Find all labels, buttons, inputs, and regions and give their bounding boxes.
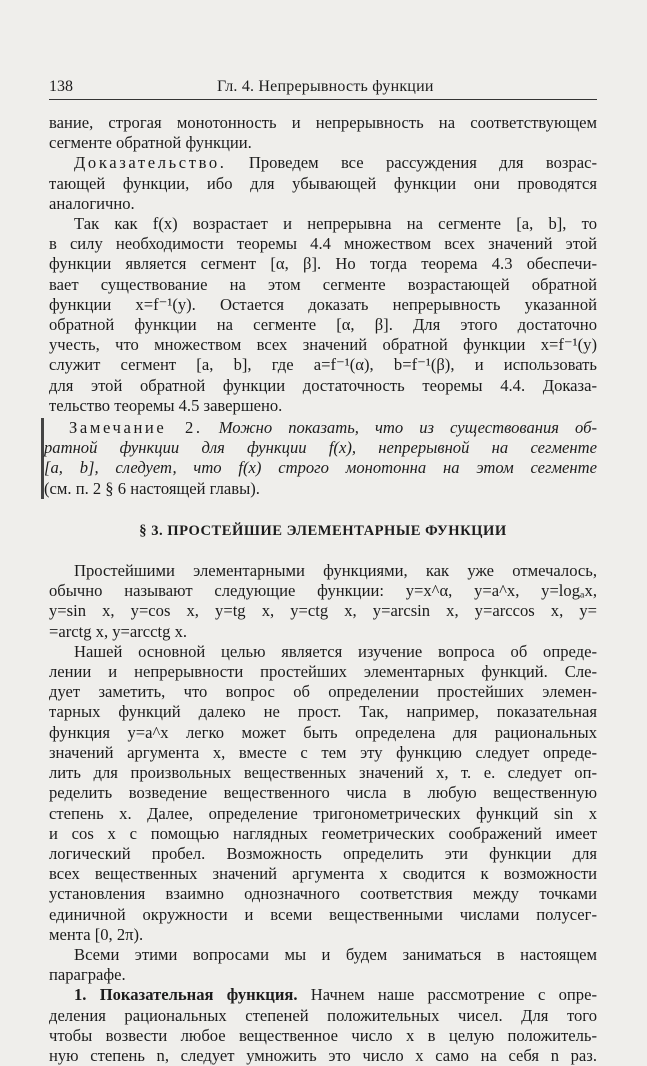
text-line: Простейшими элементарными функциями, как уже отмечалось, xyxy=(74,561,597,581)
text-line: сегменте обратной функции. xyxy=(49,133,252,153)
text-line: Так как f(x) возрастает и непрерывна на сегменте [a, b], то xyxy=(74,214,597,234)
remark-block xyxy=(41,418,597,499)
text-line: обратной функции на сегменте [α, β]. Для этого достаточно xyxy=(49,315,597,335)
header-rule xyxy=(49,99,597,100)
text-line: единичной окружности и всеми вещественными числами полусег- xyxy=(49,904,597,924)
text-line: в силу необходимости теоремы 4.4 множеством всех значений этой xyxy=(49,234,597,254)
text-line: (см. п. 2 § 6 настоящей главы). xyxy=(44,478,260,498)
text-line: дует заметить, что вопрос об определении простейших элемен- xyxy=(49,682,597,702)
paragraph-proof-body xyxy=(49,214,597,416)
text-line: значений аргумента x, вместе с тем эту функцию следует опреде- xyxy=(49,742,597,762)
text-line: функции является сегмент [α, β]. Но тогда теорема 4.3 обеспечи- xyxy=(49,254,597,274)
text-line: вает существование на этом сегменте возрастающей обратной xyxy=(49,274,597,294)
text-line: степень x. Далее, определение тригонометрических функций sin x xyxy=(49,803,597,823)
text-run: Можно показать, что из существования об- xyxy=(202,418,597,438)
text-line: Нашей основной целью является изучение вопроса об опреде- xyxy=(74,641,597,661)
text-line: и cos x с помощью наглядных геометрических соображений имеет xyxy=(49,823,597,843)
text-line: вание, строгая монотонность и непрерывность на соответствующем xyxy=(49,113,597,132)
page-number: 138 xyxy=(49,78,73,95)
text-line: логический пробел. Возможность определить эти функции для xyxy=(49,843,597,863)
text-line: Всеми этими вопросами мы и будем заниматься в настоящем xyxy=(74,944,597,964)
text-line: обычно называют следующие функции: y=x^α, y=a^x, y=logₐx, xyxy=(49,581,597,601)
paragraph-continuation xyxy=(49,113,597,153)
text-line xyxy=(49,985,597,1005)
paragraph-goal xyxy=(49,642,597,945)
text-line: тающей функции, ибо для убывающей функции они проводятся xyxy=(49,173,597,193)
text-line: ратной функции для функции f(x), непрерывной на сегменте xyxy=(44,438,597,458)
text-line: y=sin x, y=cos x, y=tg x, y=ctg x, y=arcsin x, y=arccos x, y= xyxy=(49,601,597,621)
text-line: установления взаимно однозначного соответствия между точками xyxy=(49,884,597,904)
text-line: функция y=a^x легко может быть определена для рациональных xyxy=(49,722,597,742)
running-header xyxy=(49,78,597,100)
subsection-label: 1. Показательная функция. xyxy=(74,985,298,1005)
text-line: тарных функций далеко не прост. Так, например, показательная xyxy=(49,702,597,722)
text-line: мента [0, 2π). xyxy=(49,924,144,944)
text-line: служит сегмент [a, b], где a=f⁻¹(α), b=f⁻¹(β), и использовать xyxy=(49,355,597,375)
text-line: деления рациональных степеней положительных чисел. Для того xyxy=(49,1005,597,1025)
text-line: чтобы возвести любое вещественное число x в целую положитель- xyxy=(49,1025,597,1045)
text-run: Начнем наше рассмотрение с опре- xyxy=(297,985,597,1005)
text-line: всех вещественных значений аргумента x сводится к возможности xyxy=(49,864,597,884)
text-line: =arctg x, y=arcctg x. xyxy=(49,621,188,641)
text-line: для этой обратной функции достаточность теоремы 4.4. Доказа- xyxy=(49,375,597,395)
text-line: учесть, что множеством всех значений обратной функции x=f⁻¹(y) xyxy=(49,335,597,355)
text-line: тельство теоремы 4.5 завершено. xyxy=(49,395,283,415)
page-body xyxy=(44,113,597,1066)
text-run: Проведем все рассуждения для возрас- xyxy=(226,153,597,173)
paragraph-proof xyxy=(49,153,597,214)
section-heading: § 3. ПРОСТЕЙШИЕ ЭЛЕМЕНТАРНЫЕ ФУНКЦИИ xyxy=(139,522,507,539)
text-line xyxy=(69,418,597,438)
paragraph-exponential xyxy=(49,985,597,1066)
text-line: функции x=f⁻¹(y). Остается доказать непрерывность указанной xyxy=(49,294,597,314)
text-line: ределить возведение вещественного числа в любую вещественную xyxy=(49,783,597,803)
text-line: параграфе. xyxy=(49,965,126,985)
text-line: ную степень n, следует умножить это число x само на себя n раз. xyxy=(49,1045,597,1065)
remark-label: Замечание 2. xyxy=(69,418,203,438)
text-line xyxy=(49,153,597,173)
text-line: аналогично. xyxy=(49,193,135,213)
text-line: лении и непрерывности простейших элементарных функций. Сле- xyxy=(49,662,597,682)
paragraph-scope xyxy=(49,945,597,985)
text-line: лить для произвольных вещественных значений x, т. е. следует оп- xyxy=(49,763,597,783)
paragraph-functions-list xyxy=(49,561,597,642)
chapter-title: Гл. 4. Непрерывность функции xyxy=(217,78,434,95)
text-line: [a, b], следует, что f(x) строго монотонна на этом сегменте xyxy=(44,458,597,478)
proof-label: Доказательство. xyxy=(74,153,227,173)
